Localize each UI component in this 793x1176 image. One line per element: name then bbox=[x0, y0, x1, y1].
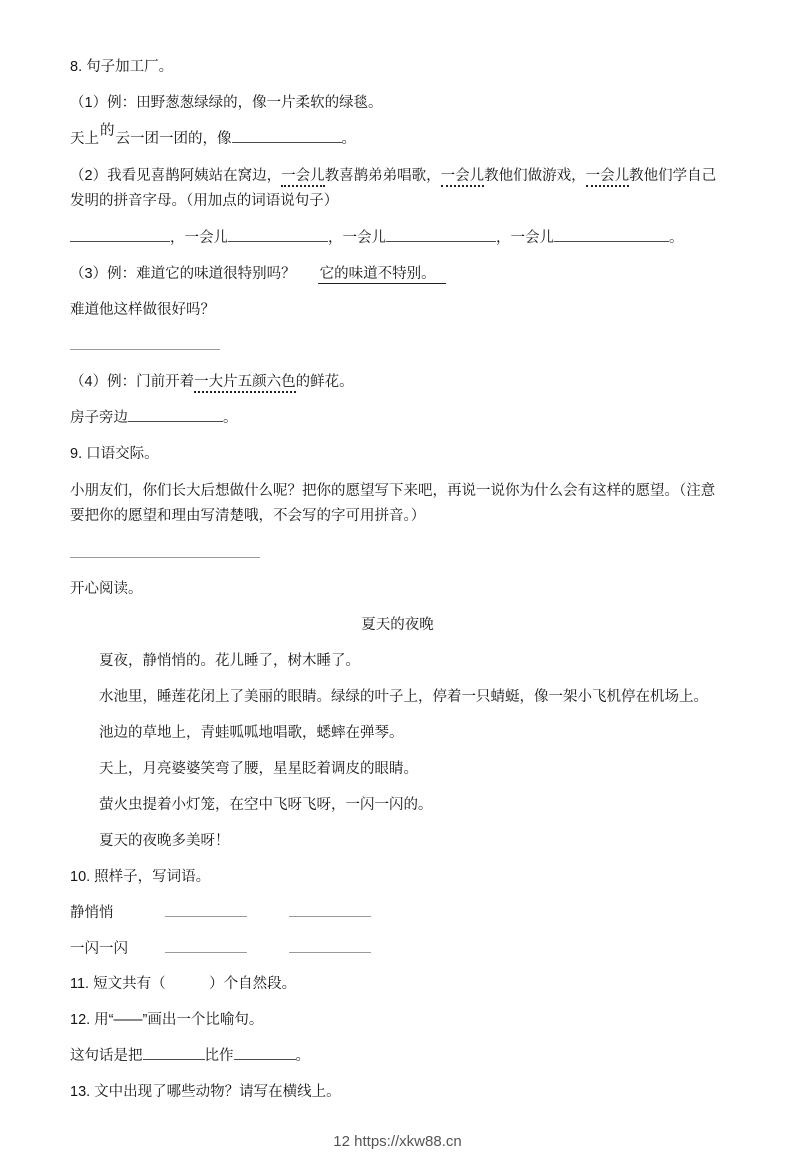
passage-title: 夏天的夜晚 bbox=[361, 617, 434, 634]
q10-word-2: 一闪一闪 bbox=[70, 940, 128, 957]
q8-3-answer-line bbox=[70, 335, 725, 358]
q8-2-dotted-word: 一会儿 bbox=[586, 168, 630, 187]
q8-2-seg1: 教喜鹊弟弟唱歌， bbox=[324, 167, 441, 184]
q8-3-example-line bbox=[70, 263, 725, 286]
q8-4-answer-line bbox=[70, 407, 725, 430]
q9-answer-line bbox=[70, 543, 725, 566]
answer-blank bbox=[289, 938, 371, 953]
answer-blank bbox=[386, 227, 496, 242]
q13-text: 13. 文中出现了哪些动物？请写在横线上。 bbox=[70, 1084, 341, 1101]
q10-word-1: 静悄悄 bbox=[70, 904, 114, 921]
answer-blank bbox=[165, 938, 247, 953]
q12-answer-line bbox=[70, 1045, 725, 1068]
passage-paragraph: 水池里，睡莲花闭上了美丽的眼睛。绿绿的叶子上，停着一只蜻蜓，像一架小飞机停在机场上。 bbox=[99, 689, 708, 706]
q8-4-prompt: 房子旁边 bbox=[70, 410, 128, 426]
exam-content bbox=[70, 56, 725, 1117]
passage-paragraph: 天上，月亮婆婆笑弯了腰，星星眨着调皮的眼睛。 bbox=[99, 761, 418, 777]
passage-paragraph: 萤火虫提着小灯笼，在空中飞呀飞呀，一闪一闪的。 bbox=[99, 796, 433, 813]
reading-section-label: 开心阅读。 bbox=[70, 581, 143, 598]
q8-1-insert-char: 的 bbox=[100, 122, 115, 139]
answer-blank bbox=[143, 1045, 205, 1060]
q8-1-example: （1）例：田野葱葱绿绿的，像一片柔软的绿毯。 bbox=[70, 94, 383, 111]
q8-2-answer-line bbox=[70, 227, 725, 250]
q8-2-conn: ，一会儿 bbox=[496, 230, 554, 247]
passage-paragraph: 夏天的夜晚多美呀！ bbox=[99, 832, 230, 849]
answer-blank bbox=[70, 543, 260, 558]
q8-2-prompt bbox=[70, 164, 725, 215]
q8-3-example-answer: 它的味道不特别。 bbox=[318, 266, 446, 284]
q8-4-pre: （4）例：门前开着 bbox=[70, 374, 195, 391]
q11-text: 11. 短文共有（ ）个自然段。 bbox=[70, 976, 297, 993]
q9-body: 小朋友们，你们长大后想做什么呢？把你的愿望写下来吧，再说一说你为什么会有这样的愿望。（注意要把你的愿望和理由写清楚哦，不会写的字可用拼音。） bbox=[70, 482, 716, 525]
q12-heading: 12. 用“——”画出一个比喻句。 bbox=[70, 1012, 264, 1029]
q8-3-prompt: 难道他这样做很好吗？ bbox=[70, 302, 215, 319]
q8-3-question: （3）例：难道它的味道很特别吗？ bbox=[70, 266, 296, 283]
answer-blank bbox=[70, 227, 170, 242]
answer-blank bbox=[228, 227, 328, 242]
q8-2-conn: ，一会儿 bbox=[328, 230, 386, 247]
q9-heading: 9. 口语交际。 bbox=[70, 445, 159, 462]
q8-heading: 8. 句子加工厂。 bbox=[70, 59, 174, 75]
answer-blank bbox=[554, 227, 669, 242]
q8-2-dotted-word: 一会儿 bbox=[441, 168, 485, 187]
q8-1-mid: 云一团一团的，像 bbox=[115, 130, 232, 147]
q8-4-example bbox=[70, 371, 725, 394]
answer-blank bbox=[234, 1045, 296, 1060]
passage-paragraph: 夏夜，静悄悄的。花儿睡了，树木睡了。 bbox=[99, 653, 360, 670]
passage-paragraph: 池边的草地上，青蛙呱呱地唱歌，蟋蟀在弹琴。 bbox=[99, 725, 404, 742]
q8-2-text-start: （2）我看见喜鹊阿姨站在窝边， bbox=[70, 167, 282, 184]
q12-end: 。 bbox=[295, 1048, 310, 1065]
q8-2-dotted-word: 一会儿 bbox=[281, 168, 325, 187]
q8-2-seg3: 教他们学自己发明的拼音字母。（用加点的词语说句子） bbox=[70, 167, 717, 210]
answer-blank bbox=[232, 128, 342, 143]
page-footer-watermark: 12 https://xkw88.cn bbox=[333, 1133, 462, 1151]
q8-2-conn: ，一会儿 bbox=[170, 230, 228, 247]
q8-2-seg2: 教他们做游戏， bbox=[484, 167, 586, 184]
q12-pre: 这句话是把 bbox=[70, 1048, 143, 1065]
q8-4-dotted-word: 一大片五颜六色 bbox=[194, 374, 296, 393]
answer-blank bbox=[289, 902, 371, 917]
answer-blank bbox=[128, 407, 223, 422]
q12-mid: 比作 bbox=[204, 1048, 234, 1065]
q10-row-1 bbox=[70, 902, 725, 925]
q8-2-end: 。 bbox=[669, 230, 684, 247]
q8-1-pre: 天上 bbox=[70, 130, 99, 147]
q8-1-answer-line bbox=[70, 122, 725, 151]
q10-heading: 10. 照样子，写词语。 bbox=[70, 868, 211, 885]
answer-blank bbox=[70, 335, 220, 350]
q8-4-post: 的鲜花。 bbox=[295, 374, 354, 391]
q8-1-end: 。 bbox=[341, 130, 356, 147]
answer-blank bbox=[165, 902, 247, 917]
q10-row-2 bbox=[70, 938, 725, 961]
q8-4-end: 。 bbox=[223, 410, 238, 426]
